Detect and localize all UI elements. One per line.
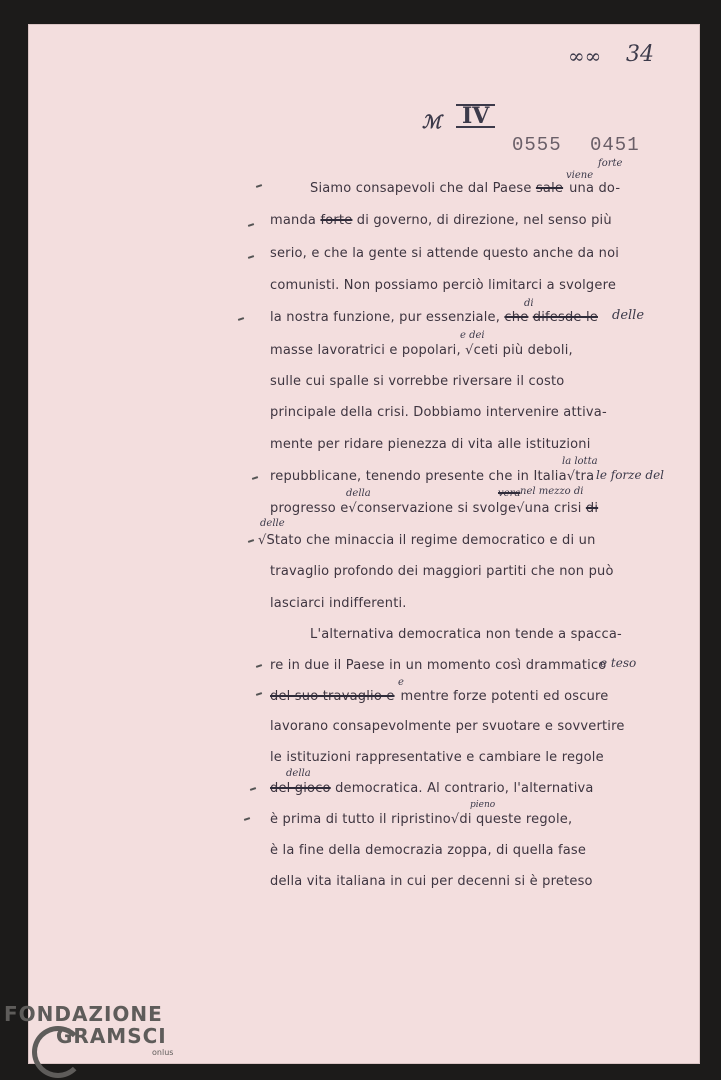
text-line: del suo travaglio e mentre forze potenti ed oscure (270, 689, 609, 704)
insertion-annotation: forte (598, 158, 623, 169)
scribble-mark-left: ℳ (422, 112, 442, 133)
watermark-line1: FONDAZIONE (4, 1002, 163, 1026)
doc-code-right: 0451 (590, 134, 640, 156)
page-number-handwritten: 34 (626, 42, 654, 67)
text-line: del gioco democratica. Al contrario, l'alternativa (270, 781, 594, 796)
text-line: masse lavoratrici e popolari, √ceti più deboli, (270, 343, 573, 358)
text-line: comunisti. Non possiamo perciò limitarci a svolgere (270, 278, 617, 293)
insertion-annotation: della (346, 488, 371, 499)
text-line: progresso e√conservazione si svolge√una crisi di (270, 501, 599, 516)
scribble-mark: ∞∞ (568, 44, 602, 68)
text-line: re in due il Paese in un momento così drammatico (270, 658, 607, 673)
text-line: Siamo consapevoli che dal Paese sale una do- (310, 181, 621, 196)
text-line: manda forte di governo, di direzione, nel senso più (270, 213, 612, 228)
text-line: sulle cui spalle si vorrebbe riversare il costo (270, 374, 565, 389)
insertion-annotation: nel mezzo di (520, 486, 584, 497)
text-line: principale della crisi. Dobbiamo intervenire attiva- (270, 405, 607, 420)
insertion-annotation: e (398, 677, 404, 688)
watermark-line3: onlus (152, 1048, 174, 1057)
watermark-logo (4, 1002, 174, 1057)
insertion-annotation: della (286, 768, 311, 779)
insertion-annotation: le forze del (596, 468, 665, 482)
text-line: mente per ridare pienezza di vita alle istituzioni (270, 437, 591, 452)
text-line: lasciarci indifferenti. (270, 596, 407, 611)
insertion-annotation: e teso (600, 656, 637, 670)
text-line: repubblicane, tenendo presente che in Italia√tra (270, 469, 595, 484)
insertion-annotation: e dei (460, 330, 485, 341)
text-line: L'alternativa democratica non tende a spacca- (310, 627, 622, 642)
text-line: lavorano consapevolmente per svuotare e sovvertire (270, 719, 625, 734)
text-line: √Stato che minaccia il regime democratico e di un (258, 533, 596, 548)
text-line: travaglio profondo dei maggiori partiti che non può (270, 564, 614, 579)
insertion-annotation: la lotta (562, 456, 598, 467)
insertion-annotation: viene (566, 170, 594, 181)
insertion-annotation: delle (612, 308, 645, 323)
text-line: è prima di tutto il ripristino√di queste regole, (270, 812, 573, 827)
text-line: è la fine della democrazia zoppa, di quella fase (270, 843, 587, 858)
text-line: le istituzioni rappresentative e cambiare le regole (270, 750, 604, 765)
watermark-line2: GRAMSCI (56, 1024, 167, 1048)
text-line: serio, e che la gente si attende questo anche da noi (270, 246, 620, 261)
insertion-annotation: delle (260, 518, 285, 529)
insertion-annotation: pieno (470, 800, 496, 810)
roman-numeral: IV (456, 104, 495, 128)
insertion-annotation: vera (498, 488, 521, 499)
text-line: la nostra funzione, pur essenziale, che difesde le (270, 310, 598, 325)
insertion-annotation: di (524, 298, 534, 309)
text-line: della vita italiana in cui per decenni si è preteso (270, 874, 593, 889)
doc-code-left: 0555 (512, 134, 562, 156)
